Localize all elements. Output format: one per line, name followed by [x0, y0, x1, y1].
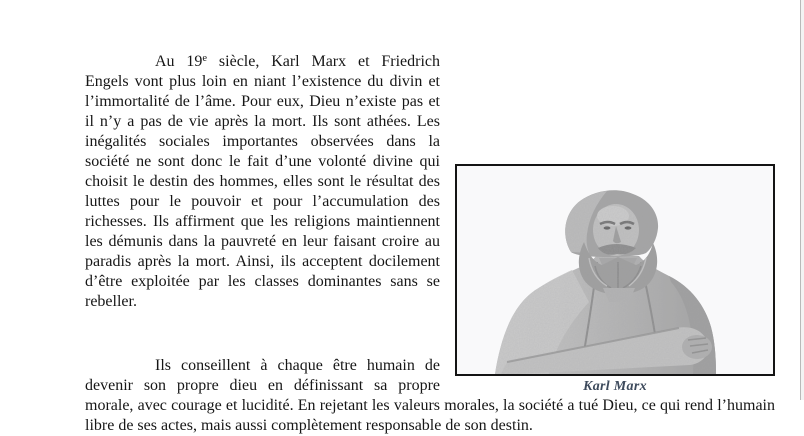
karl-marx-statue-illustration — [457, 166, 773, 374]
figure-caption: Karl Marx — [583, 379, 647, 394]
karl-marx-statue-photo — [455, 164, 775, 376]
paragraph-2: Ils conseillent à chaque être humain de devenir son propre dieu en définissant sa propre morale, avec courage et lucidité. En rejetant les valeurs morales, la société a tué Dieu, ce qui rend l’humain libre de ses actes, mais aussi complètement responsable de son destin. — [85, 357, 775, 434]
ordinal-superscript: e — [202, 53, 208, 64]
paragraph-1-text-start: Au 19 — [155, 53, 203, 70]
paragraph-1-text-rest: siècle, Karl Marx et Friedrich Engels vont plus loin en niant l’existence du divin et l’immortalité de l’âme. Pour eux, Dieu n’existe pas et il n’y a pas de vie après la mort. Ils sont athées. Les inégalités sociales importantes observées dans la société ne sont donc le fait d’une volonté divine qui choisit le destin des hommes, elles sont le résultat des luttes pour le pouvoir et pour l’accumulation des richesses. Ils affirment que les religions maintiennent les démunis dans la pauvreté en leur faisant croire au paradis après la mort. Ainsi, ils acceptent docilement d’être exploitée par les classes dominantes sans se rebeller. — [85, 53, 440, 310]
figure-karl-marx — [455, 164, 775, 395]
document-body — [85, 0, 775, 436]
